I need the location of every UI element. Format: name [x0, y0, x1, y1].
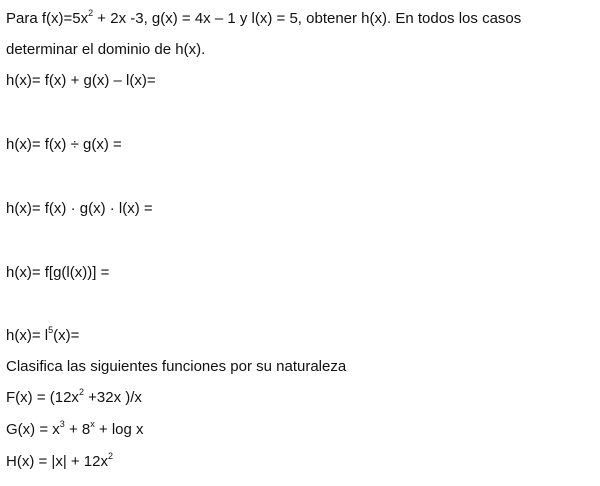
exponent: 2	[108, 451, 114, 461]
exercise-sum: h(x)= f(x) + g(x) – l(x)=	[6, 72, 156, 89]
exercise-quotient: h(x)= f(x) ÷ g(x) =	[6, 136, 122, 153]
exponent: 5	[48, 325, 54, 335]
function-text: +32x )/x	[83, 389, 142, 406]
function-text: + log x	[94, 421, 144, 438]
exponent: x	[90, 419, 95, 429]
function-text: G(x) = x	[6, 421, 60, 438]
classify-heading: Clasifica las siguientes funciones por su naturaleza	[6, 358, 347, 375]
function-G	[6, 421, 144, 439]
function-text: F(x) = (12x	[6, 389, 79, 406]
function-H	[6, 453, 113, 471]
exponent: 2	[88, 8, 94, 18]
function-text: H(x) = |x| + 12x	[6, 453, 108, 470]
exponent: 3	[59, 419, 65, 429]
problem-statement-line-1	[6, 10, 521, 28]
power-text: (x)=	[53, 327, 80, 344]
exercise-product: h(x)= f(x) · g(x) · l(x) =	[6, 200, 153, 217]
intro-text: + 2x -3, g(x) = 4x – 1 y l(x) = 5, obtener h(x). En todos los casos	[93, 10, 522, 27]
exponent: 2	[78, 387, 84, 397]
function-F	[6, 389, 142, 407]
problem-statement-line-2: determinar el dominio de h(x).	[6, 41, 206, 58]
intro-text: Para f(x)=5x	[6, 10, 89, 27]
exercise-power	[6, 327, 79, 345]
function-text: + 8	[64, 421, 91, 438]
power-text: h(x)= l	[6, 327, 49, 344]
exercise-composition: h(x)= f[g(l(x))] =	[6, 264, 110, 281]
